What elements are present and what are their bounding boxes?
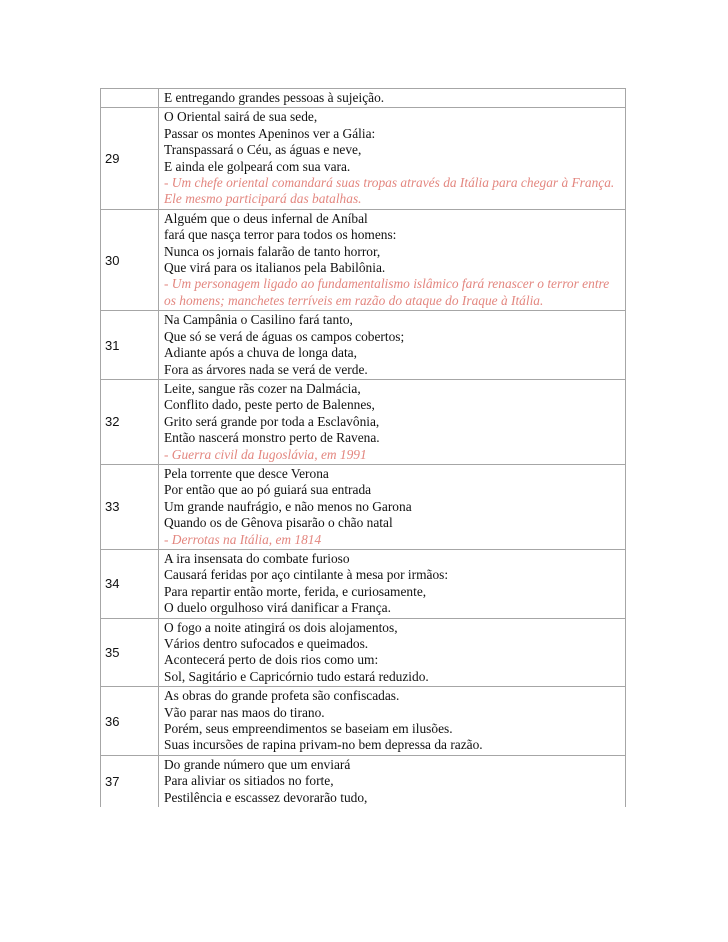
quatrain-text <box>159 755 626 807</box>
quatrain-text <box>159 687 626 756</box>
verse-line: Que só se verá de águas os campos cobertos; <box>164 328 405 344</box>
table-row <box>101 618 626 687</box>
verse-line: Adiante após a chuva de longa data, <box>164 345 357 361</box>
verse-line: Porém, seus empreendimentos se baseiam em ilusões. <box>164 721 453 737</box>
quatrain-table <box>100 88 626 807</box>
table-row <box>101 549 626 618</box>
table-row <box>101 311 626 380</box>
verse-line: Do grande número que um enviará <box>164 756 351 772</box>
table-row <box>101 687 626 756</box>
interpretation-note: - Um personagem ligado ao fundamentalismo islâmico fará renascer o terror entre os homens; manchetes terríveis em razão do ataque do Iraque à Itália. <box>164 276 610 308</box>
quatrain-number: 32 <box>101 379 159 464</box>
quatrain-text <box>159 209 626 310</box>
quatrain-text <box>159 108 626 209</box>
verse-line: E ainda ele golpeará com sua vara. <box>164 158 351 174</box>
interpretation-note: - Guerra civil da Iugoslávia, em 1991 <box>164 446 367 462</box>
quatrain-text <box>159 549 626 618</box>
table-row <box>101 755 626 807</box>
table-row <box>101 464 626 549</box>
quatrain-number <box>101 89 159 108</box>
quatrain-number: 30 <box>101 209 159 310</box>
quatrain-text <box>159 379 626 464</box>
verse-line: Pela torrente que desce Verona <box>164 465 329 481</box>
verse-line: Conflito dado, peste perto de Balennes, <box>164 397 375 413</box>
verse-line: Fora as árvores nada se verá de verde. <box>164 361 368 377</box>
verse-line: Alguém que o deus infernal de Aníbal <box>164 210 368 226</box>
verse-line: Grito será grande por toda a Esclavônia, <box>164 413 380 429</box>
quatrain-number: 37 <box>101 755 159 807</box>
verse-line: O Oriental sairá de sua sede, <box>164 109 318 125</box>
quatrain-text <box>159 464 626 549</box>
verse-line: Então nascerá monstro perto de Ravena. <box>164 430 380 446</box>
quatrain-number: 33 <box>101 464 159 549</box>
verse-line: As obras do grande profeta são confiscadas. <box>164 688 400 704</box>
quatrain-number: 35 <box>101 618 159 687</box>
quatrain-number: 34 <box>101 549 159 618</box>
quatrain-number: 31 <box>101 311 159 380</box>
verse-line: Pestilência e escassez devorarão tudo, <box>164 789 368 805</box>
verse-line: Para repartir então morte, ferida, e curiosamente, <box>164 583 427 599</box>
verse-line: Para aliviar os sitiados no forte, <box>164 773 334 789</box>
verse-line: O duelo orgulhoso virá danificar a França. <box>164 600 391 616</box>
verse-line: Vários dentro sufocados e queimados. <box>164 636 369 651</box>
table-row <box>101 89 626 108</box>
quatrain-text <box>159 89 626 108</box>
verse-line: Vão parar nas maos do tirano. <box>164 704 325 720</box>
verse-line: Por então que ao pó guiará sua entrada <box>164 482 372 498</box>
quatrain-text <box>159 311 626 380</box>
verse-line: Suas incursões de rapina privam-no bem depressa da razão. <box>164 737 483 753</box>
verse-line: Nunca os jornais falarão de tanto horror, <box>164 243 381 259</box>
verse-line: A ira insensata do combate furioso <box>164 550 350 566</box>
quatrain-text <box>159 618 626 687</box>
verse-line: Acontecerá perto de dois rios como um: <box>164 652 379 668</box>
verse-line: Transpassará o Céu, as águas e neve, <box>164 142 362 158</box>
verse-line: Quando os de Gênova pisarão o chão natal <box>164 515 393 531</box>
verse-line: Um grande naufrágio, e não menos no Garona <box>164 498 412 514</box>
table-row <box>101 108 626 209</box>
verse-line: Que virá para os italianos pela Babilônia. <box>164 260 386 276</box>
quatrain-number: 36 <box>101 687 159 756</box>
interpretation-note: - Um chefe oriental comandará suas tropas através da Itália para chegar à França. Ele mesmo participará das batalhas. <box>164 175 615 207</box>
table-row <box>101 379 626 464</box>
table-row <box>101 209 626 310</box>
verse-line: Passar os montes Apeninos ver a Gália: <box>164 125 376 141</box>
verse-line: Causará feridas por aço cintilante à mesa por irmãos: <box>164 567 449 583</box>
quatrain-number: 29 <box>101 108 159 209</box>
verse-line: Na Campânia o Casilino fará tanto, <box>164 312 353 328</box>
verse-line: Sol, Sagitário e Capricórnio tudo estará reduzido. <box>164 668 429 684</box>
verse-line: fará que nasça terror para todos os homens: <box>164 227 397 243</box>
verse-line: Leite, sangue rãs cozer na Dalmácia, <box>164 380 361 396</box>
interpretation-note: - Derrotas na Itália, em 1814 <box>164 531 322 547</box>
verse-line: O fogo a noite atingirá os dois alojamentos, <box>164 619 398 635</box>
verse-line: E entregando grandes pessoas à sujeição. <box>164 90 385 105</box>
